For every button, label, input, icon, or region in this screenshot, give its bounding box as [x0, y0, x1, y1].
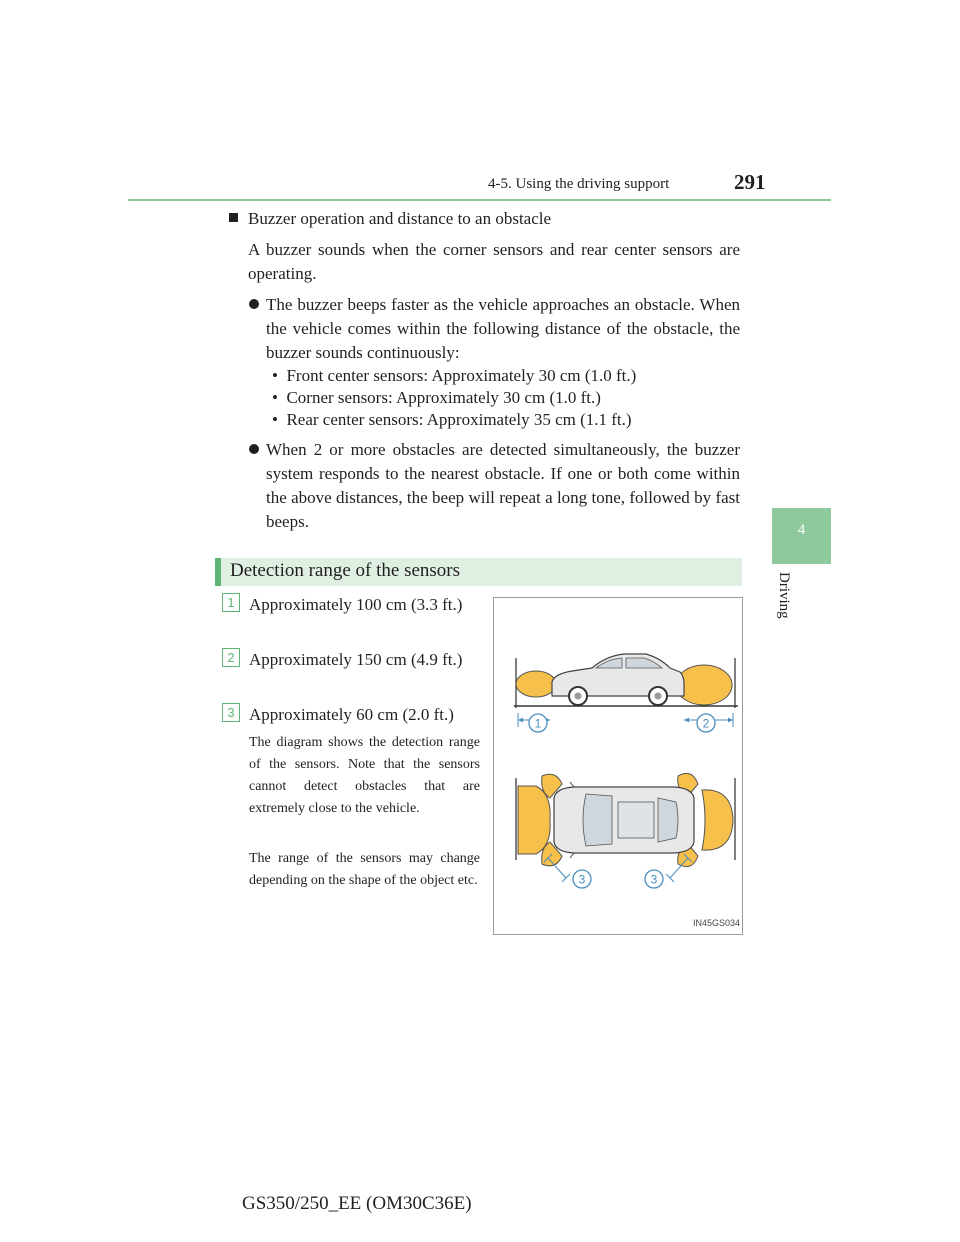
round-bullet-icon — [249, 444, 259, 454]
buzzer-heading — [229, 207, 551, 231]
item-number-badge: 1 — [222, 593, 240, 612]
item-number-badge: 2 — [222, 648, 240, 667]
sensor-range-diagram — [493, 597, 743, 935]
buzzer-heading-text: Buzzer operation and distance to an obstacle — [248, 209, 552, 228]
sub-item: • Front center sensors: Approximately 30 cm (1.0 ft.) — [272, 366, 637, 385]
callout-2: 2 — [702, 716, 710, 731]
range-item-2: Approximately 150 cm (4.9 ft.) — [249, 650, 463, 669]
buzzer-bullet-1: The buzzer beeps faster as the vehicle approaches an obstacle. When the vehicle comes within the following distance of the obstacle, the buzzer sounds continuously: — [266, 295, 740, 362]
chapter-label-wrap — [770, 572, 800, 652]
item-number-badge: 3 — [222, 703, 240, 722]
page-number: 291 — [734, 170, 766, 194]
side-view — [514, 654, 738, 732]
model-footer: GS350/250_EE (OM30C36E) — [242, 1193, 472, 1214]
section-heading-accent — [215, 558, 221, 586]
sub-item: • Rear center sensors: Approximately 35 cm (1.1 ft.) — [272, 410, 632, 429]
buzzer-bullet-2: When 2 or more obstacles are detected simultaneously, the buzzer system responds to the nearest obstacle. If one or both come within the above distances, the beep will repeat a long tone, followed by fast beeps. — [266, 440, 740, 531]
chapter-number: 4 — [797, 522, 806, 538]
section-title: Detection range of the sensors — [230, 560, 461, 581]
diagram-note-1: The diagram shows the detection range of the sensors. Note that the sensors cannot detect obstacles that are extremely close to the vehicle. — [249, 735, 480, 816]
range-item-1: Approximately 100 cm (3.3 ft.) — [249, 595, 463, 614]
callout-1: 1 — [534, 716, 542, 731]
running-header: 4-5. Using the driving support — [488, 176, 670, 192]
buzzer-intro: A buzzer sounds when the corner sensors and rear center sensors are operating. — [248, 240, 740, 283]
round-bullet-icon — [249, 299, 259, 309]
top-view — [516, 773, 735, 888]
callout-3-rear: 3 — [650, 872, 658, 887]
figure-code: IN45GS034 — [693, 918, 741, 928]
sensor-range-illustration — [494, 598, 742, 934]
chapter-label: Driving — [776, 572, 792, 619]
square-bullet-icon — [229, 213, 238, 222]
callout-3-front: 3 — [578, 872, 586, 887]
diagram-note-2: The range of the sensors may change depending on the shape of the object etc. — [249, 851, 480, 888]
header-rule — [128, 199, 831, 201]
range-item-3: Approximately 60 cm (2.0 ft.) — [249, 705, 454, 724]
sub-item: • Corner sensors: Approximately 30 cm (1.0 ft.) — [272, 388, 601, 407]
